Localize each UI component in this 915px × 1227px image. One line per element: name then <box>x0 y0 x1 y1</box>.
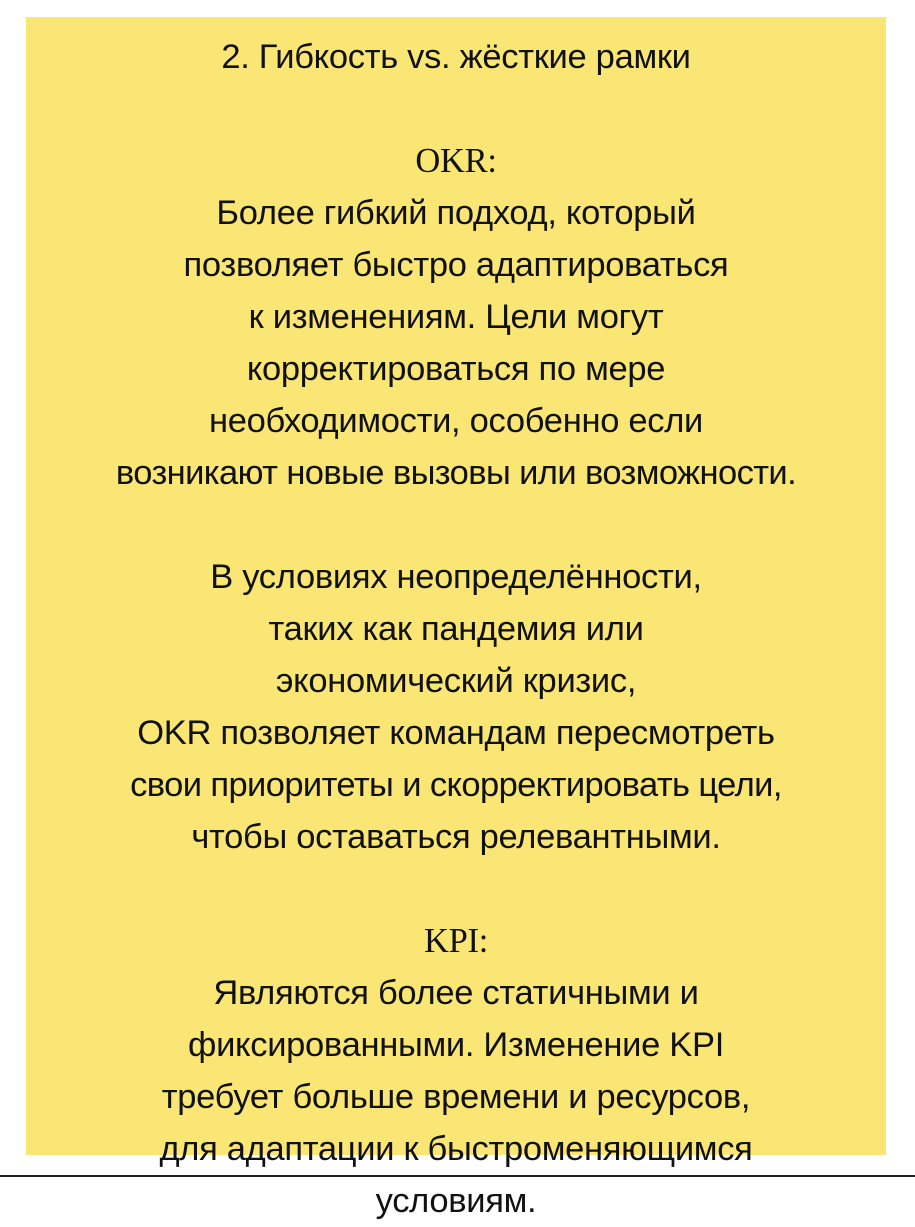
kpi-paragraph <box>26 967 886 1227</box>
text-line: свои приоритеты и скорректировать цели, <box>130 766 782 804</box>
spacer <box>26 499 886 551</box>
text-line: к изменениям. Цели могут <box>248 298 664 336</box>
text-line: условиям. <box>375 1182 537 1220</box>
kpi-label: KPI: <box>424 922 488 960</box>
text-line: чтобы оставаться релевантными. <box>191 818 721 856</box>
content-card <box>26 17 886 1220</box>
spacer <box>26 83 886 135</box>
text-line: корректироваться по мере <box>246 350 666 388</box>
text-line: OKR позволяет командам пересмотреть <box>137 714 775 752</box>
section-heading: 2. Гибкость vs. жёсткие рамки <box>221 38 691 76</box>
okr-paragraph-1 <box>26 187 886 499</box>
spacer <box>26 863 886 915</box>
text-line: Являются более статичными и <box>213 974 699 1012</box>
okr-paragraph-2 <box>26 551 886 863</box>
text-line: таких как пандемия или <box>268 610 644 648</box>
text-line: фиксированными. Изменение KPI <box>188 1026 724 1064</box>
text-line: для адаптации к быстроменяющимся <box>159 1130 753 1168</box>
text-line: В условиях неопределённости, <box>210 558 702 596</box>
text-line: возникают новые вызовы или возможности. <box>115 454 797 492</box>
text-line: необходимости, особенно если <box>208 402 704 440</box>
text-line: Более гибкий подход, который <box>216 194 696 232</box>
okr-label: OKR: <box>415 142 497 180</box>
text-line: требует больше времени и ресурсов, <box>161 1078 751 1116</box>
text-line: позволяет быстро адаптироваться <box>183 246 729 284</box>
text-line: экономический кризис, <box>275 662 637 700</box>
